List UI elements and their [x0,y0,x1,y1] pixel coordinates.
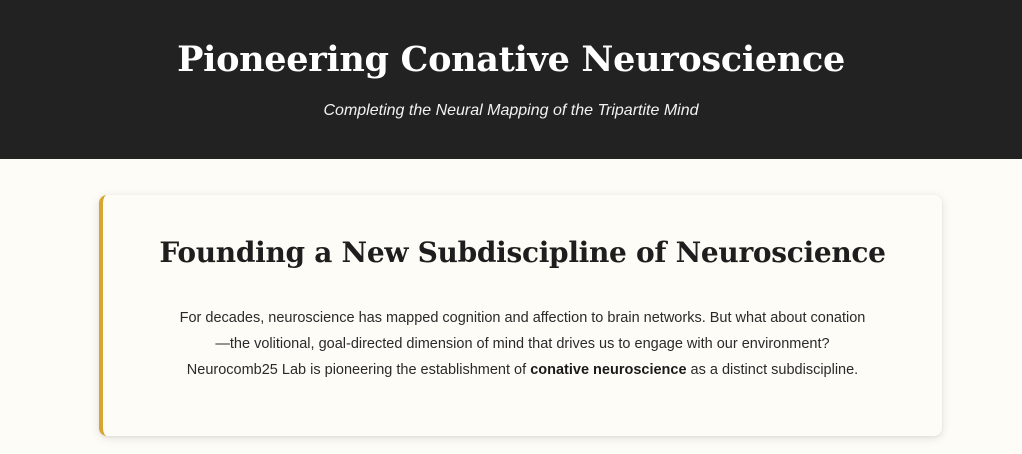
hero-banner [0,0,1022,159]
intro-body-emphasis: conative neuroscience [530,362,687,378]
intro-card [99,195,942,436]
hero-subtitle: Completing the Neural Mapping of the Tripartite Mind [323,102,699,119]
intro-body-text: For decades, neuroscience has mapped cognition and affection to brain networks. But what about conation—the volitional, goal-directed dimension of mind that drives us to engage with our environment? Neurocomb25 Lab is pioneering the establishment of [179,310,866,378]
hero-title: Pioneering Conative Neuroscience [177,39,845,80]
intro-card-heading: Founding a New Subdiscipline of Neuroscience [159,236,886,269]
intro-card-body [173,305,872,383]
intro-body-text-end: as a distinct subdiscipline. [686,362,859,378]
